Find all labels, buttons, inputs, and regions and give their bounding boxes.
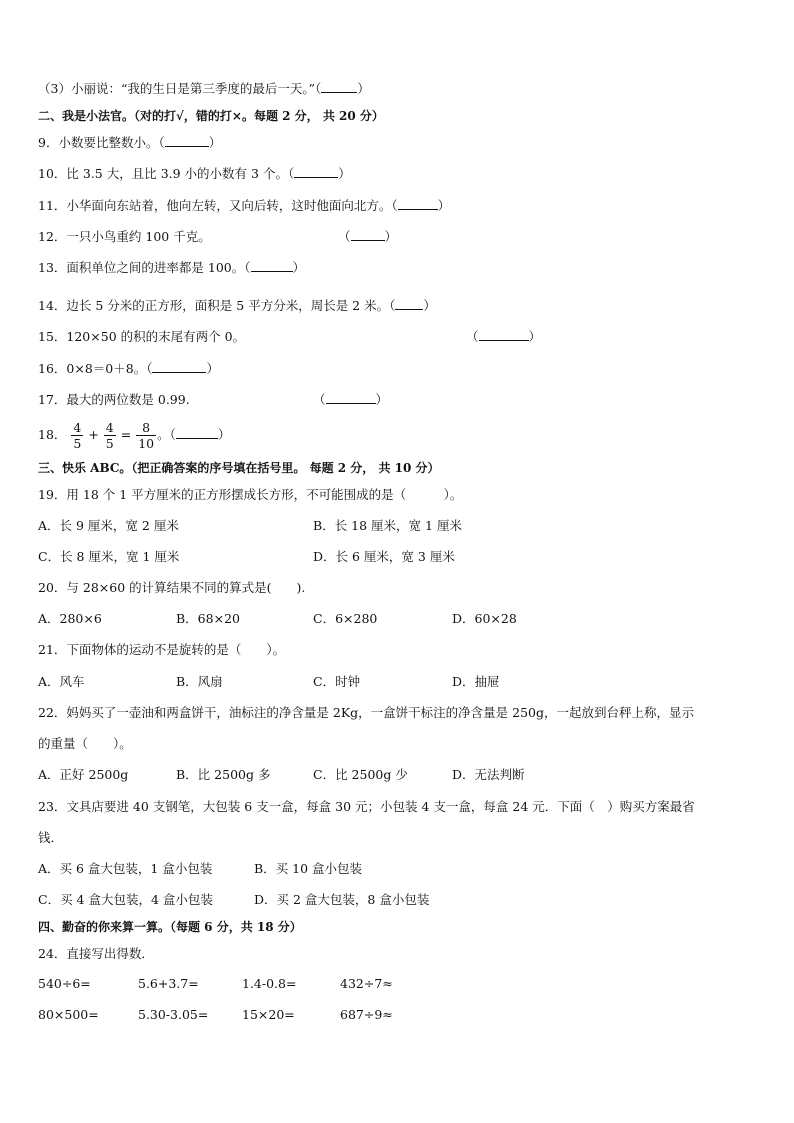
option-a[interactable]: A．正好 2500g [38, 767, 129, 782]
answer-blank[interactable] [326, 391, 376, 404]
option-a[interactable]: A．风车 [38, 674, 85, 689]
section-3-heading: 三、快乐 ABC。（把正确答案的序号填在括号里。 每题 2 分， 共 10 分） [38, 461, 440, 475]
question-15: 15．120×50 的积的末尾有两个 0。 [38, 329, 246, 344]
question-text: （3）小丽说：“我的生日是第三季度的最后一天。”（ [38, 81, 322, 96]
question-11: 11．小华面向东站着，他向左转，又向后转，这时他面向北方。（ ） [38, 198, 451, 213]
calc-item: 1.4-0.8= [242, 976, 297, 991]
option-c[interactable]: C．6×280 [313, 611, 378, 626]
question-21: 21．下面物体的运动不是旋转的是（ ）。 [38, 642, 286, 657]
question-20: 20．与 28×60 的计算结果不同的算式是( ). [38, 580, 306, 595]
section-2-heading: 二、我是小法官。（对的打√，错的打×。每题 2 分， 共 20 分） [38, 109, 384, 123]
answer-blank[interactable] [152, 360, 206, 373]
question-10: 10．比 3.5 大，且比 3.9 小的小数有 3 个。（ ） [38, 166, 351, 181]
question-14: 14．边长 5 分米的正方形，面积是 5 平方分米，周长是 2 米。（ ） [38, 298, 436, 313]
calc-item: 5.30-3.05= [138, 1007, 209, 1022]
question-22: 22．妈妈买了一壶油和两盒饼干，油标注的净含量是 2Kg，一盒饼干标注的净含量是 250g，一起放到台秤上称，显示 [38, 705, 695, 720]
option-c[interactable]: C．长 8 厘米，宽 1 厘米 [38, 549, 180, 564]
answer-blank[interactable] [321, 80, 357, 93]
calc-item: 15×20= [242, 1007, 295, 1022]
answer-blank[interactable] [351, 228, 385, 241]
question-18: 18． $\frac{4}{5}$ + $\frac{4}{5}$ = $\frac{8}{10}$ 。（ ） [38, 420, 231, 451]
question-23-cont: 钱． [38, 830, 64, 845]
question-17-answer: （ ） [313, 392, 389, 407]
question-15-answer: （ ） [466, 329, 542, 344]
calc-item: 432÷7≈ [340, 976, 393, 991]
answer-blank[interactable] [294, 165, 338, 178]
question-3-sub: （3）小丽说：“我的生日是第三季度的最后一天。”（ ） [38, 81, 370, 96]
answer-blank[interactable] [398, 197, 438, 210]
question-16: 16．0×8＝0＋8。（ ） [38, 361, 219, 376]
answer-blank[interactable] [165, 134, 209, 147]
option-d[interactable]: D．抽屉 [452, 674, 500, 689]
question-19: 19．用 18 个 1 平方厘米的正方形摆成长方形，不可能围成的是（ ）。 [38, 487, 463, 502]
answer-blank[interactable] [251, 259, 293, 272]
question-23: 23．文具店要进 40 支钢笔，大包装 6 支一盒，每盒 30 元；小包装 4 支一盒，每盒 24 元．下面（ ）购买方案最省 [38, 799, 695, 814]
answer-blank[interactable] [176, 426, 218, 439]
question-12-answer: （ ） [338, 229, 398, 244]
option-a[interactable]: A．买 6 盒大包装，1 盒小包装 [38, 861, 213, 876]
option-b[interactable]: B．长 18 厘米，宽 1 厘米 [313, 518, 462, 533]
option-d[interactable]: D．长 6 厘米，宽 3 厘米 [313, 549, 455, 564]
option-c[interactable]: C．比 2500g 少 [313, 767, 408, 782]
option-c[interactable]: C．买 4 盒大包装，4 盒小包装 [38, 892, 213, 907]
option-a[interactable]: A．280×6 [38, 611, 102, 626]
answer-blank[interactable] [395, 297, 423, 310]
question-17: 17．最大的两位数是 0.99. [38, 392, 190, 407]
calc-item: 5.6+3.7= [138, 976, 199, 991]
calc-item: 540÷6= [38, 976, 91, 991]
section-4-heading: 四、勤奋的你来算一算。（每题 6 分，共 18 分） [38, 920, 302, 934]
question-9: 9．小数要比整数小。（ ） [38, 135, 222, 150]
question-24: 24．直接写出得数． [38, 946, 154, 961]
fraction-4-5: $\frac{4}{5}$ [105, 420, 114, 451]
option-d[interactable]: D．60×28 [452, 611, 517, 626]
fraction-8-10: $\frac{8}{10}$ [138, 420, 155, 451]
option-d[interactable]: D．买 2 盒大包装，8 盒小包装 [254, 892, 430, 907]
option-a[interactable]: A．长 9 厘米，宽 2 厘米 [38, 518, 179, 533]
option-d[interactable]: D．无法判断 [452, 767, 525, 782]
option-b[interactable]: B．68×20 [176, 611, 240, 626]
option-b[interactable]: B．比 2500g 多 [176, 767, 271, 782]
option-b[interactable]: B．风扇 [176, 674, 223, 689]
calc-item: 687÷9≈ [340, 1007, 393, 1022]
calc-item: 80×500= [38, 1007, 99, 1022]
answer-blank[interactable] [479, 328, 529, 341]
option-b[interactable]: B．买 10 盒小包装 [254, 861, 363, 876]
question-22-cont: 的重量（ ）。 [38, 736, 132, 751]
fraction-4-5: $\frac{4}{5}$ [73, 420, 82, 451]
question-12: 12．一只小鸟重约 100 千克。 [38, 229, 211, 244]
question-13: 13．面积单位之间的进率都是 100。（ ） [38, 260, 306, 275]
option-c[interactable]: C．时钟 [313, 674, 361, 689]
